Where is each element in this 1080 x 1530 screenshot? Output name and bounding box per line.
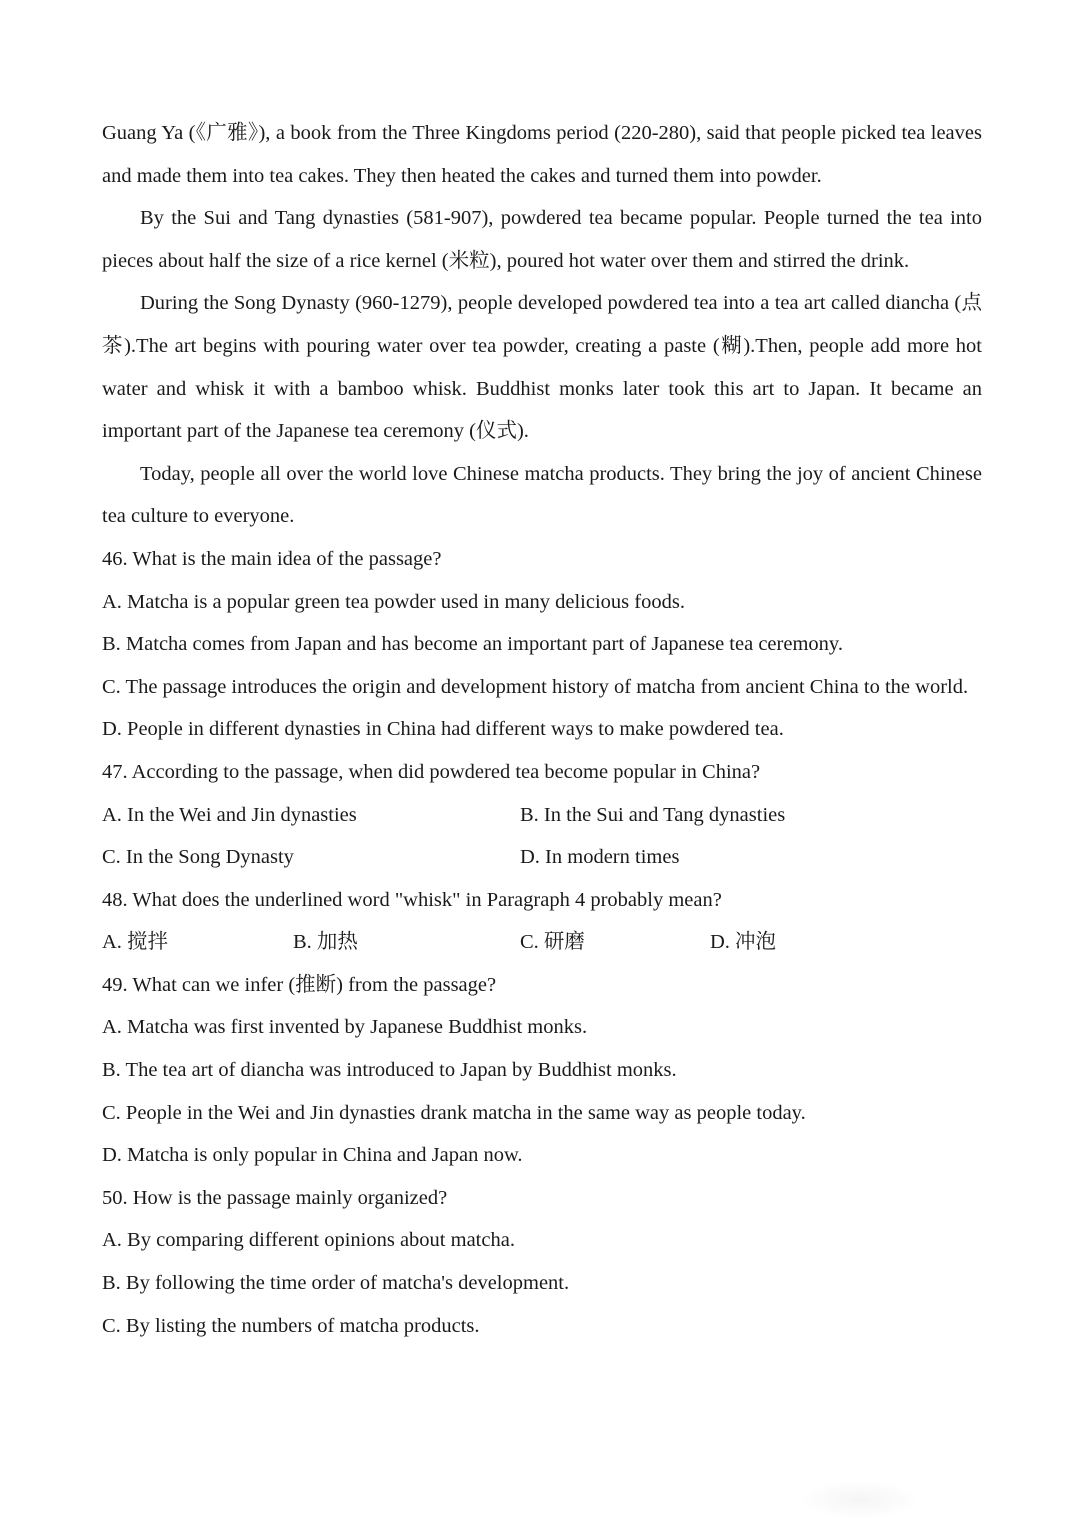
- question-46-option-a: A. Matcha is a popular green tea powder used in many delicious foods.: [102, 590, 685, 613]
- passage-paragraph-1: Guang Ya (《广雅》), a book from the Three Kingdoms period (220-280), said that people picked tea leaves and made them into tea cakes. They then heated the cakes and turned them into powder.: [102, 122, 982, 187]
- question-47-option-b: B. In the Sui and Tang dynasties: [520, 803, 786, 826]
- question-50-option-a: A. By comparing different opinions about matcha.: [102, 1229, 515, 1252]
- question-49-option-d: D. Matcha is only popular in China and Japan now.: [102, 1144, 523, 1167]
- question-49-option-a: A. Matcha was first invented by Japanese Buddhist monks.: [102, 1016, 588, 1039]
- question-50-stem: 50. How is the passage mainly organized?: [102, 1186, 448, 1209]
- question-47-option-a: A. In the Wei and Jin dynasties: [102, 803, 357, 826]
- passage-paragraph-3: During the Song Dynasty (960-1279), people developed powdered tea into a tea art called diancha (点茶).The art begins with pouring water over tea powder, creating a paste (糊).Then, people add more hot water and whisk it with a bamboo whisk. Buddhist monks later took this art to Japan. It became an important part of the Japanese tea ceremony (仪式).: [102, 292, 982, 443]
- question-48-option-c: C. 研磨: [520, 931, 585, 954]
- question-46-option-d: D. People in different dynasties in China had different ways to make powdered tea.: [102, 718, 784, 741]
- question-48-option-d: D. 冲泡: [710, 931, 777, 954]
- question-47-options-row-1: [102, 794, 982, 837]
- question-46-stem: 46. What is the main idea of the passage?: [102, 547, 442, 570]
- passage-paragraph-4: Today, people all over the world love Chinese matcha products. They bring the joy of ancient Chinese tea culture to everyone.: [102, 462, 982, 528]
- question-50-option-c: C. By listing the numbers of matcha products.: [102, 1314, 480, 1337]
- question-47-option-d: D. In modern times: [520, 846, 680, 869]
- question-47-option-c: C. In the Song Dynasty: [102, 846, 294, 869]
- scan-smudge: [800, 1480, 920, 1520]
- question-46-option-c: C. The passage introduces the origin and development history of matcha from ancient China to the world.: [102, 675, 969, 698]
- question-49-option-b: B. The tea art of diancha was introduced to Japan by Buddhist monks.: [102, 1059, 677, 1082]
- question-48-stem: 48. What does the underlined word "whisk" in Paragraph 4 probably mean?: [102, 888, 722, 911]
- question-46-option-b: B. Matcha comes from Japan and has become an important part of Japanese tea ceremony.: [102, 633, 843, 656]
- question-48-options-row: [102, 921, 982, 964]
- passage-paragraph-2: By the Sui and Tang dynasties (581-907), powdered tea became popular. People turned the tea into pieces about half the size of a rice kernel (米粒), poured hot water over them and stirred the drink.: [102, 207, 982, 272]
- question-47-stem: 47. According to the passage, when did powdered tea become popular in China?: [102, 760, 761, 783]
- question-48-option-b: B. 加热: [293, 931, 358, 954]
- question-49-stem: 49. What can we infer (推断) from the passage?: [102, 973, 497, 996]
- page-content: [102, 112, 982, 1347]
- question-49-option-c: C. People in the Wei and Jin dynasties drank matcha in the same way as people today.: [102, 1101, 806, 1124]
- question-47-options-row-2: [102, 836, 982, 879]
- question-48-option-a: A. 搅拌: [102, 931, 169, 954]
- question-50-option-b: B. By following the time order of matcha's development.: [102, 1272, 570, 1295]
